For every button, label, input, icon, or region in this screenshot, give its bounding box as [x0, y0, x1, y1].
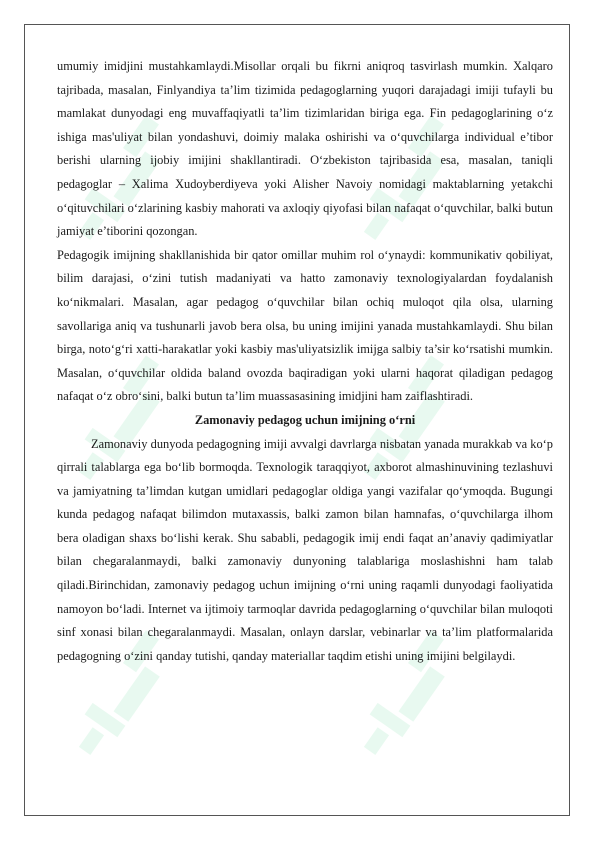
paragraph-finland-example: umumiy imidjini mustahkamlaydi.Misollar orqali bu fikrni aniqroq tasvirlash mumkin. Xalqaro tajribada, masalan, Finlyandiya ta’lim tizimida pedagoglarning yuqori darajadagi imiji tufayli bu mamlakat dunyodagi eng muvaffaqiyatli ta’lim tizimlaridan biriga ega. Fin pedagoglarining o‘z ishiga mas'uliyat bilan yondashuvi, doimiy malaka oshirishi va o‘quvchilarga individual e’tibor berishi ularning ijobiy imijini shakllantiradi. O‘zbekiston tajribasida esa, masalan, taniqli pedagoglar – Xalima Xudoyberdiyeva yoki Alisher Navoiy nomidagi maktablarning yetakchi o‘qituvchilari o‘zlarining kasbiy mahorati va axloqiy qiyofasi bilan nafaqat o‘quvchilar, balki butun jamiyat e’tiborini qozongan. [57, 59, 553, 239]
document-body [57, 55, 553, 668]
paragraph-modern-pedagog: Zamonaviy dunyoda pedagogning imiji avvalgi davrlarga nisbatan yanada murakkab va ko‘p qirrali talablarga ega bo‘lib bormoqda. Texnologik taraqqiyot, axborot almashinuvining tezlashuvi va jamiyatning ta’limdan kutgan umidlari pedagoglar oldiga yangi vazifalar qo‘ymoqda. Bugungi kunda pedagog nafaqat bilimdon mutaxassis, balki zamon bilan hamnafas, o‘quvchilarga ilhom bera oladigan shaxs bo‘lishi kerak. Shu sababli, pedagogik imij endi faqat an’anaviy qadimiyatlar bilan chegaralanmaydi, balki zamonaviy dunyoning talablariga moslashishni ham talab qiladi.Birinchidan, zamonaviy pedagog uchun imijning o‘rni uning raqamli dunyodagi faoliyatida namoyon bo‘ladi. Internet va ijtimoiy tarmoqlar davrida pedagoglarning o‘quvchilar bilan muloqoti sinf xonasi bilan chegaralanmaydi. Masalan, onlayn darslar, vebinarlar va ta’lim platformalarida pedagogning o‘zini qanday tutishi, qanday materiallar taqdim etishi uning imijini belgilaydi. [57, 436, 553, 663]
paragraph-image-factors: Pedagogik imijning shakllanishida bir qator omillar muhim rol o‘ynaydi: kommunikativ qobiliyat, bilim darajasi, o‘zini tutish madaniyati va hatto zamonaviy texnologiyalardan foydalanish ko‘nikmalari. Masalan, agar pedagog o‘quvchilar bilan ochiq muloqot qila olsa, ularning savollariga aniq va tushunarli javob bera olsa, bu uning imijini yanada mustahkamlaydi. Shu bilan birga, noto‘g‘ri xatti-harakatlar yoki kasbiy mas'uliyatsizlik imijga salbiy ta’sir ko‘rsatishi mumkin. Masalan, o‘quvchilar oldida baland ovozda baqiradigan yoki ularni haqorat qiladigan pedagog nafaqat o‘z obro‘sini, balki butun ta’lim muassasasining imidjini ham zaiflashtiradi. [57, 247, 553, 404]
section-heading: Zamonaviy pedagog uchun imijning o‘rni [194, 412, 416, 427]
